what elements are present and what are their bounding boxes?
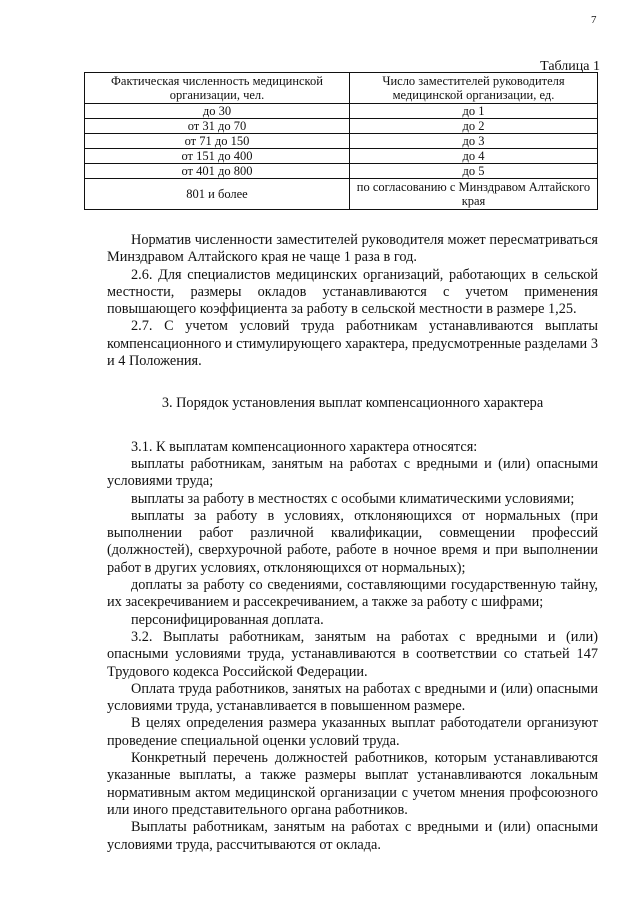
table-cell: до 1 (350, 104, 598, 119)
staffing-table (84, 72, 598, 210)
list-item: персонифицированная доплата. (131, 611, 324, 628)
table-header-row (85, 73, 598, 104)
paragraph-normative: Норматив численности заместителей руководителя может пересматриваться Минздравом Алтайского края не чаще 1 раза в год. (107, 232, 598, 266)
table-cell: до 30 (85, 104, 350, 119)
table-cell: от 71 до 150 (85, 134, 350, 149)
paragraph-positions: Конкретный перечень должностей работников, которым устанавливаются указанные выплаты, а также размеры выплат устанавливаются локальным нормативным актом медицинской организации с учетом мнения профсоюзного или иного представительного органа работников. (107, 750, 598, 818)
paragraph-3-1: 3.1. К выплатам компенсационного характера относятся: (131, 438, 478, 455)
table-row (85, 119, 598, 134)
table-cell: по согласованию с Минздравом Алтайского края (350, 179, 598, 210)
table-row (85, 134, 598, 149)
table-row (85, 149, 598, 164)
table-cell: до 3 (350, 134, 598, 149)
table-caption: Таблица 1 (540, 59, 600, 74)
paragraph-assessment: В целях определения размера указанных выплат работодатели организуют проведение специальной оценки условий труда. (107, 715, 598, 749)
table-row (85, 104, 598, 119)
page-number: 7 (591, 14, 597, 26)
table-row (85, 179, 598, 210)
table-cell: от 31 до 70 (85, 119, 350, 134)
table-cell: до 5 (350, 164, 598, 179)
table-cell: до 2 (350, 119, 598, 134)
document-body (107, 232, 598, 854)
header-cell-deputies: Число заместителей руководителя медицинской организации, ед. (350, 73, 598, 104)
list-item: доплаты за работу со сведениями, составляющими государственную тайну, их засекречиванием и рассекречиванием, а также за работу с шифрами; (107, 577, 598, 611)
section-3-heading: 3. Порядок установления выплат компенсационного характера (161, 395, 544, 412)
table-cell: 801 и более (85, 179, 350, 210)
list-item: выплаты работникам, занятым на работах с вредными и (или) опасными условиями труда; (107, 455, 598, 490)
paragraph-pay: Оплата труда работников, занятых на работах с вредными и (или) опасными условиями труда, устанавливается в повышенном размере. (107, 680, 598, 715)
list-item: выплаты за работу в условиях, отклоняющихся от нормальных (при выполнении работ различной квалификации, совмещении профессий (должностей), сверхурочной работе, работе в ночное время и при выполнении работ в других условиях, отклоняющихся от нормальных); (107, 507, 598, 576)
list-item: выплаты за работу в местностях с особыми климатическими условиями; (131, 490, 575, 507)
paragraph-2-6: 2.6. Для специалистов медицинских организаций, работающих в сельской местности, размеры окладов устанавливаются с учетом применения повышающего коэффициента за работу в сельской местности в размере 1,25. (107, 266, 598, 318)
header-cell-headcount: Фактическая численность медицинской организации, чел. (85, 73, 350, 104)
table-cell: от 401 до 800 (85, 164, 350, 179)
table-cell: до 4 (350, 149, 598, 164)
paragraph-3-2: 3.2. Выплаты работникам, занятым на работах с вредными и (или) опасными условиями труда, устанавливаются в соответствии со статьей 147 Трудового кодекса Российской Федерации. (107, 628, 598, 680)
paragraph-calculation: Выплаты работникам, занятым на работах с вредными и (или) опасными условиями труда, рассчитываются от оклада. (107, 819, 598, 853)
table-row (85, 164, 598, 179)
table-cell: от 151 до 400 (85, 149, 350, 164)
paragraph-2-7: 2.7. С учетом условий труда работникам устанавливаются выплаты компенсационного и стимулирующего характера, предусмотренные разделами 3 и 4 Положения. (107, 318, 598, 370)
